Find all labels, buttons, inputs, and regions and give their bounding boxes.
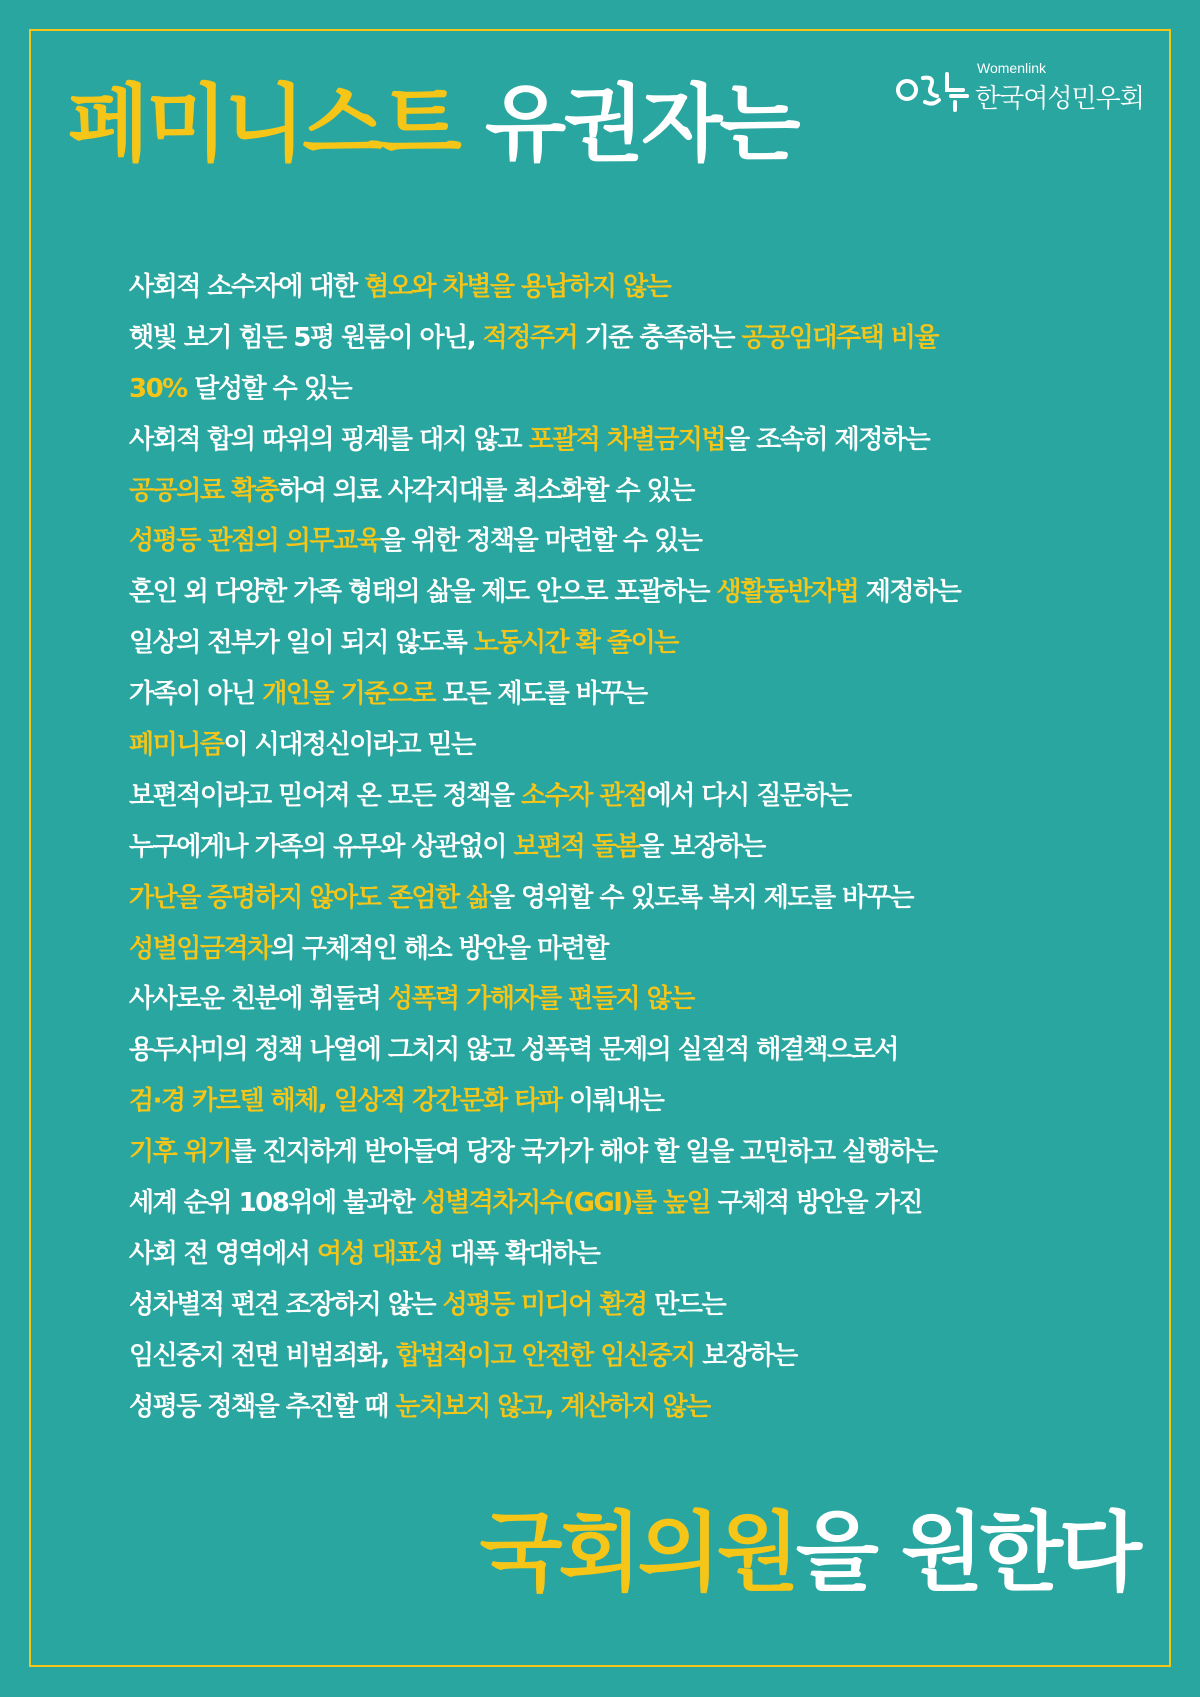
highlighted-text: 혐오와 차별을 용납하지 않는 bbox=[364, 272, 671, 302]
highlighted-text: 성평등 미디어 환경 bbox=[442, 1289, 647, 1320]
demand-line bbox=[129, 1285, 960, 1336]
line-text: 임신중지 전면 비범죄화, bbox=[129, 1340, 397, 1371]
highlighted-text: 30% bbox=[129, 373, 187, 404]
line-text: 보편적이라고 믿어져 온 모든 정책을 bbox=[129, 780, 521, 811]
demand-line bbox=[129, 827, 960, 878]
demand-line bbox=[129, 674, 960, 725]
womenlink-logo bbox=[895, 60, 1145, 116]
line-text: 만드는 bbox=[646, 1289, 726, 1320]
highlighted-text: 개인을 기준으로 bbox=[262, 679, 436, 710]
demand-line bbox=[129, 1030, 960, 1081]
highlighted-text: 적정주거 bbox=[482, 322, 578, 353]
line-text: 을 보장하는 bbox=[639, 831, 765, 862]
demand-line bbox=[129, 1081, 960, 1132]
demand-line bbox=[129, 318, 960, 369]
line-text: 누구에게나 가족의 유무와 상관없이 bbox=[129, 831, 514, 862]
line-text: 혼인 외 다양한 가족 형태의 삶을 제도 안으로 포괄하는 bbox=[129, 577, 717, 608]
demand-line bbox=[129, 572, 960, 623]
highlighted-text: 공공임대주택 비율 bbox=[741, 322, 938, 353]
line-text: 세계 순위 108위에 불과한 bbox=[129, 1188, 422, 1219]
demand-line bbox=[129, 1132, 960, 1183]
closing-rest: 을 원한다 bbox=[795, 1503, 1138, 1603]
line-text: 에서 다시 질문하는 bbox=[646, 780, 851, 811]
logo-english-name: Womenlink bbox=[977, 60, 1046, 76]
line-text: 일상의 전부가 일이 되지 않도록 bbox=[129, 628, 474, 659]
line-text: 성차별적 편견 조장하지 않는 bbox=[129, 1289, 443, 1320]
demand-line bbox=[129, 725, 960, 776]
highlighted-text: 생활동반자법 bbox=[716, 577, 859, 608]
line-text: 사사로운 친분에 휘둘려 bbox=[129, 984, 388, 1015]
demand-line bbox=[129, 369, 960, 420]
demand-line bbox=[129, 1183, 960, 1234]
line-text: 모든 제도를 바꾸는 bbox=[435, 679, 647, 710]
highlighted-text: 공공의료 확충 bbox=[129, 475, 279, 506]
demand-line bbox=[129, 1234, 960, 1285]
line-text: 사회적 합의 따위의 핑계를 대지 않고 bbox=[129, 424, 529, 455]
demand-line bbox=[129, 420, 960, 471]
poster-title bbox=[68, 75, 798, 173]
line-text: 이 시대정신이라고 믿는 bbox=[223, 730, 475, 761]
line-text: 의 구체적인 해소 방안을 마련할 bbox=[270, 933, 608, 964]
demand-line bbox=[129, 521, 960, 572]
highlighted-text: 성별격차지수(GGI)를 높일 bbox=[421, 1188, 711, 1219]
highlighted-text: 포괄적 차별금지법 bbox=[528, 424, 726, 455]
title-rest: 유권자는 bbox=[458, 75, 798, 173]
demand-line bbox=[129, 267, 960, 318]
highlighted-text: 성폭력 가해자를 편들지 않는 bbox=[387, 984, 694, 1015]
line-text: 이뤄내는 bbox=[561, 1086, 664, 1117]
line-text: 사회 전 영역에서 bbox=[129, 1238, 317, 1269]
demand-line bbox=[129, 1387, 960, 1438]
line-text: 을 위한 정책을 마련할 수 있는 bbox=[380, 526, 702, 557]
line-text: 햇빛 보기 힘든 5평 원룸이 아닌, bbox=[129, 322, 483, 353]
highlighted-text: 가난을 증명하지 않아도 존엄한 삶 bbox=[129, 882, 490, 913]
closing-statement bbox=[479, 1503, 1138, 1603]
line-text: 사회적 소수자에 대한 bbox=[129, 272, 365, 302]
line-text: 성평등 정책을 추진할 때 bbox=[129, 1391, 396, 1422]
highlighted-text: 성별임금격차 bbox=[129, 933, 271, 964]
highlighted-text: 성평등 관점의 의무교육 bbox=[129, 526, 381, 557]
highlighted-text: 합법적이고 안전한 임신중지 bbox=[396, 1340, 695, 1371]
title-highlight: 페미니스트 bbox=[68, 75, 459, 173]
highlighted-text: 보편적 돌봄 bbox=[513, 831, 640, 862]
demand-line bbox=[129, 979, 960, 1030]
closing-highlight: 국회의원 bbox=[479, 1503, 796, 1603]
demand-line bbox=[129, 1336, 960, 1387]
highlighted-text: 소수자 관점 bbox=[521, 780, 647, 811]
demand-line bbox=[129, 929, 960, 980]
line-text: 기준 충족하는 bbox=[577, 322, 742, 353]
logo-korean-name: 한국여성민우회 bbox=[975, 84, 1144, 114]
highlighted-text: 눈치보지 않고, 계산하지 않는 bbox=[395, 1391, 710, 1422]
line-text: 대폭 확대하는 bbox=[442, 1238, 600, 1269]
womenlink-logo-mark-icon bbox=[895, 66, 971, 112]
demand-line bbox=[129, 776, 960, 827]
line-text: 구체적 방안을 가진 bbox=[710, 1188, 922, 1219]
highlighted-text: 검·경 카르텔 해체, 일상적 강간문화 타파 bbox=[129, 1086, 562, 1117]
line-text: 을 조속히 제정하는 bbox=[725, 424, 930, 455]
demands-list bbox=[129, 267, 960, 1437]
demand-line bbox=[129, 471, 960, 522]
demand-line bbox=[129, 878, 960, 929]
line-text: 을 영위할 수 있도록 복지 제도를 바꾸는 bbox=[489, 882, 914, 913]
highlighted-text: 노동시간 확 줄이는 bbox=[473, 628, 678, 659]
highlighted-text: 기후 위기 bbox=[129, 1137, 232, 1168]
line-text: 제정하는 bbox=[858, 577, 961, 608]
demand-line bbox=[129, 623, 960, 674]
line-text: 가족이 아닌 bbox=[129, 679, 263, 710]
line-text: 하여 의료 사각지대를 최소화할 수 있는 bbox=[278, 475, 694, 506]
line-text: 용두사미의 정책 나열에 그치지 않고 성폭력 문제의 실질적 해결책으로서 bbox=[129, 1035, 898, 1066]
line-text: 보장하는 bbox=[694, 1340, 797, 1371]
highlighted-text: 여성 대표성 bbox=[316, 1238, 443, 1269]
line-text: 를 진지하게 받아들여 당장 국가가 해야 할 일을 고민하고 실행하는 bbox=[231, 1137, 937, 1168]
line-text: 달성할 수 있는 bbox=[186, 373, 352, 404]
highlighted-text: 페미니즘 bbox=[129, 730, 224, 761]
